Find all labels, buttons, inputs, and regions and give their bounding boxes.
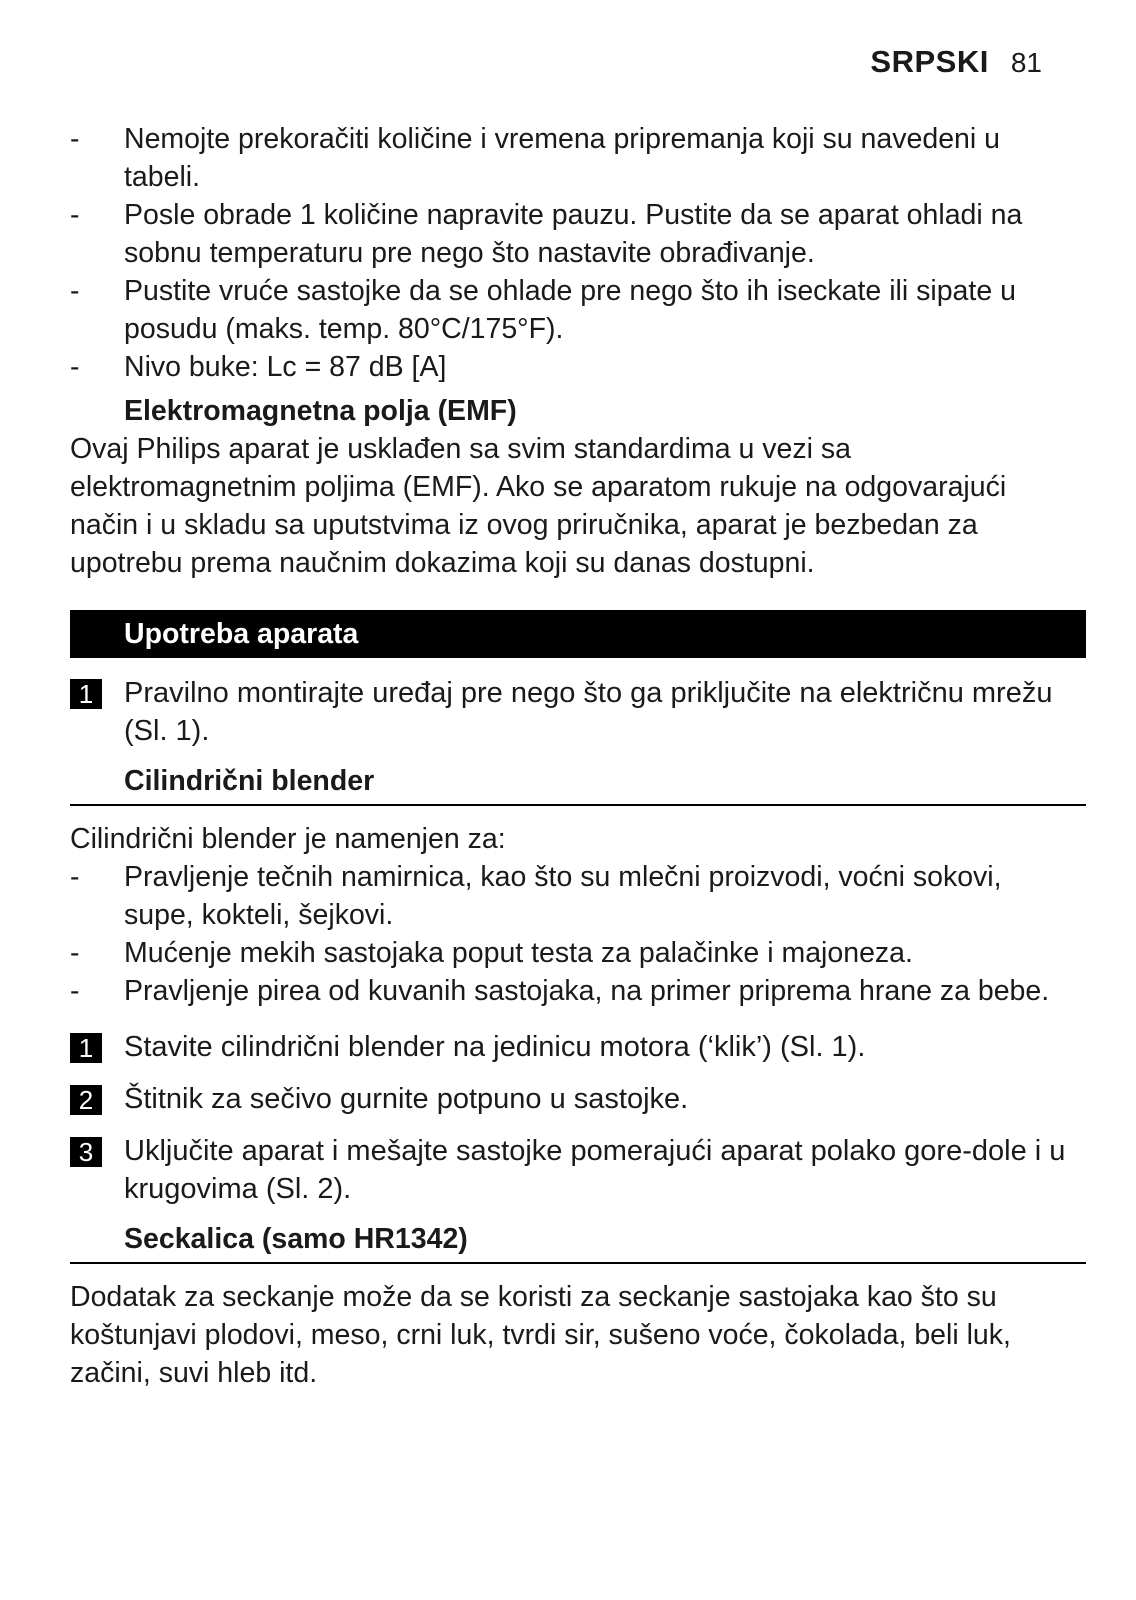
step-number: 1 — [70, 1033, 102, 1063]
blender-intro: Cilindrični blender je namenjen za: — [70, 823, 506, 855]
chopper-paragraph: Dodatak za seckanje može da se koristi za seckanje sastojaka kao što su koštunjavi plodovi, meso, crni luk, tvrdi sir, sušeno voće, čokolada, beli luk, začini, suvi hleb itd. — [70, 1281, 1011, 1389]
blender-step-1 — [70, 1028, 1066, 1066]
list-item: - Nemojte prekoračiti količine i vremena pripremanja koji su navedeni u tabeli. — [70, 120, 1066, 196]
emf-heading: Elektromagnetna polja (EMF) — [124, 395, 517, 427]
emf-paragraph: Ovaj Philips aparat je usklađen sa svim standardima u vezi sa elektromagnetnim poljima (EMF). Ako se aparatom rukuje na odgovarajući način i u skladu sa uputstvima iz ovog priručnika, aparat je bezbedan za upotrebu prema naučnim dokazima koji su danas dostupni. — [70, 433, 1007, 579]
page-number: 81 — [1010, 47, 1042, 78]
step-text: Štitnik za sečivo gurnite potpuno u sastojke. — [124, 1083, 689, 1115]
step-text: Uključite aparat i mešajte sastojke pomerajući aparat polako gore-dole i u krugovima (Sl. 2). — [124, 1135, 1066, 1205]
blender-bullet-list — [70, 858, 1066, 1010]
language-label: SRPSKI — [870, 44, 989, 79]
running-header — [870, 44, 1042, 80]
blender-heading: Cilindrični blender — [70, 762, 1086, 806]
blender-step-3 — [70, 1132, 1066, 1208]
step-number: 3 — [70, 1137, 102, 1167]
list-item: - Mućenje mekih sastojaka poput testa za palačinke i majoneza. — [70, 934, 1066, 972]
section-heading-usage: Upotreba aparata — [70, 610, 1086, 658]
list-item: - Pravljenje pirea od kuvanih sastojaka, na primer priprema hrane za bebe. — [70, 972, 1066, 1010]
blender-step-2 — [70, 1080, 1066, 1118]
page-content — [70, 120, 1066, 1392]
list-item: - Pravljenje tečnih namirnica, kao što su mlečni proizvodi, voćni sokovi, supe, kokteli, šejkovi. — [70, 858, 1066, 934]
list-item: - Pustite vruće sastojke da se ohlade pre nego što ih iseckate ili sipate u posudu (maks. temp. 80°C/175°F). — [70, 272, 1066, 348]
usage-step-1 — [70, 674, 1066, 750]
step-number: 2 — [70, 1085, 102, 1115]
intro-bullet-list — [70, 120, 1066, 386]
list-item: - Nivo buke: Lc = 87 dB [A] — [70, 348, 1066, 386]
step-text: Pravilno montirajte uređaj pre nego što ga priključite na električnu mrežu (Sl. 1). — [124, 677, 1053, 747]
step-number: 1 — [70, 679, 102, 709]
chopper-heading: Seckalica (samo HR1342) — [70, 1220, 1086, 1264]
step-text: Stavite cilindrični blender na jedinicu motora (‘klik’) (Sl. 1). — [124, 1031, 866, 1063]
list-item: - Posle obrade 1 količine napravite pauzu. Pustite da se aparat ohladi na sobnu temperaturu pre nego što nastavite obrađivanje. — [70, 196, 1066, 272]
